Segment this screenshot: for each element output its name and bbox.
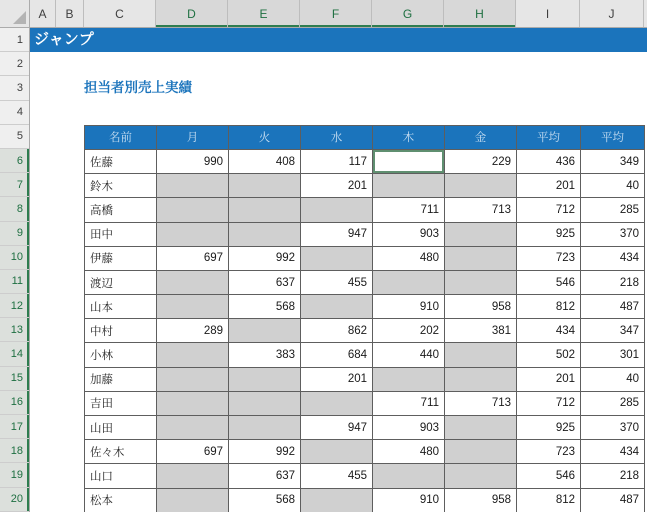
cell-D11[interactable] <box>157 270 229 294</box>
cell-J17[interactable]: 370 <box>581 416 645 440</box>
row-header-1[interactable]: 1 <box>0 28 29 52</box>
cell-G15[interactable] <box>373 367 445 391</box>
row-header-20[interactable]: 20 <box>0 488 29 512</box>
cell-C16[interactable]: 吉田 <box>85 391 157 415</box>
cell-J11[interactable]: 218 <box>581 270 645 294</box>
cell-I12[interactable]: 812 <box>517 295 581 319</box>
cell-C11[interactable]: 渡辺 <box>85 270 157 294</box>
cell-F13[interactable]: 862 <box>301 319 373 343</box>
cell-H7[interactable] <box>445 174 517 198</box>
cell-E20[interactable]: 568 <box>229 488 301 512</box>
row-header-19[interactable]: 19 <box>0 463 29 487</box>
cell-C13[interactable]: 中村 <box>85 319 157 343</box>
row-header-14[interactable]: 14 <box>0 342 29 366</box>
cell-C20[interactable]: 松本 <box>85 488 157 512</box>
cell-J10[interactable]: 434 <box>581 246 645 270</box>
cell-J8[interactable]: 285 <box>581 198 645 222</box>
table-header-fri[interactable]: 金 <box>445 125 517 149</box>
cell-H8[interactable]: 713 <box>445 198 517 222</box>
cell-G16[interactable]: 711 <box>373 391 445 415</box>
cell-E11[interactable]: 637 <box>229 270 301 294</box>
cell-J15[interactable]: 40 <box>581 367 645 391</box>
cell-J20[interactable]: 487 <box>581 488 645 512</box>
select-all-triangle-icon <box>13 11 26 24</box>
cell-a1-title[interactable]: ジャンプ <box>30 28 647 52</box>
cell-F18[interactable] <box>301 440 373 464</box>
row-header-17[interactable]: 17 <box>0 415 29 439</box>
cell-G20[interactable]: 910 <box>373 488 445 512</box>
cell-E7[interactable] <box>229 174 301 198</box>
table-header-name[interactable]: 名前 <box>85 125 157 149</box>
cell-J7[interactable]: 40 <box>581 174 645 198</box>
cell-H17[interactable] <box>445 416 517 440</box>
cell-D9[interactable] <box>157 222 229 246</box>
cell-G6-active[interactable] <box>373 149 445 173</box>
row-header-18[interactable]: 18 <box>0 439 29 463</box>
cell-I16[interactable]: 712 <box>517 391 581 415</box>
cell-J19[interactable]: 218 <box>581 464 645 488</box>
row-header-9[interactable]: 9 <box>0 222 29 246</box>
cell-I17[interactable]: 925 <box>517 416 581 440</box>
cell-G9[interactable]: 903 <box>373 222 445 246</box>
row-header-12[interactable]: 12 <box>0 294 29 318</box>
table-header-avg-2[interactable]: 平均 <box>581 125 645 149</box>
cell-F17[interactable]: 947 <box>301 416 373 440</box>
cell-H18[interactable] <box>445 440 517 464</box>
cell-J16[interactable]: 285 <box>581 391 645 415</box>
cell-D12[interactable] <box>157 295 229 319</box>
cell-F11[interactable]: 455 <box>301 270 373 294</box>
cell-C8[interactable]: 高橋 <box>85 198 157 222</box>
table-row <box>85 416 645 440</box>
cell-E19[interactable]: 637 <box>229 464 301 488</box>
table-row <box>85 149 645 173</box>
cell-I6[interactable]: 436 <box>517 149 581 173</box>
cell-E10[interactable]: 992 <box>229 246 301 270</box>
row-header-7[interactable]: 7 <box>0 173 29 197</box>
column-header-G[interactable]: G <box>372 0 444 27</box>
table-header-tue[interactable]: 火 <box>229 125 301 149</box>
cell-D15[interactable] <box>157 367 229 391</box>
cell-c3-section-title[interactable]: 担当者別売上実績 <box>84 80 192 96</box>
cell-G8[interactable]: 711 <box>373 198 445 222</box>
cell-G7[interactable] <box>373 174 445 198</box>
cell-H19[interactable] <box>445 464 517 488</box>
cell-E17[interactable] <box>229 416 301 440</box>
table-header-thu[interactable]: 木 <box>373 125 445 149</box>
cell-G14[interactable]: 440 <box>373 343 445 367</box>
cell-I20[interactable]: 812 <box>517 488 581 512</box>
row-header-4[interactable]: 4 <box>0 101 29 125</box>
column-header-H[interactable]: H <box>444 0 516 27</box>
table-row <box>85 270 645 294</box>
row-header-5[interactable]: 5 <box>0 125 29 149</box>
table-header-mon[interactable]: 月 <box>157 125 229 149</box>
cell-J14[interactable]: 301 <box>581 343 645 367</box>
cell-D7[interactable] <box>157 174 229 198</box>
table-header-wed[interactable]: 水 <box>301 125 373 149</box>
cell-H12[interactable]: 958 <box>445 295 517 319</box>
cell-D18[interactable]: 697 <box>157 440 229 464</box>
cell-H20[interactable]: 958 <box>445 488 517 512</box>
cell-G13[interactable]: 202 <box>373 319 445 343</box>
cell-D19[interactable] <box>157 464 229 488</box>
cell-C9[interactable]: 田中 <box>85 222 157 246</box>
cell-F20[interactable] <box>301 488 373 512</box>
table-row <box>85 440 645 464</box>
cell-D8[interactable] <box>157 198 229 222</box>
cell-H14[interactable] <box>445 343 517 367</box>
cell-C19[interactable]: 山口 <box>85 464 157 488</box>
cell-G18[interactable]: 480 <box>373 440 445 464</box>
select-all-button[interactable] <box>0 0 30 28</box>
row-header-6[interactable]: 6 <box>0 149 29 173</box>
cell-H10[interactable] <box>445 246 517 270</box>
cell-I10[interactable]: 723 <box>517 246 581 270</box>
cell-I15[interactable]: 201 <box>517 367 581 391</box>
table-row <box>85 319 645 343</box>
cell-E8[interactable] <box>229 198 301 222</box>
cell-F8[interactable] <box>301 198 373 222</box>
cell-E13[interactable] <box>229 319 301 343</box>
cell-D10[interactable]: 697 <box>157 246 229 270</box>
cell-J6[interactable]: 349 <box>581 149 645 173</box>
row-header-2[interactable]: 2 <box>0 52 29 76</box>
cell-C7[interactable]: 鈴木 <box>85 174 157 198</box>
cell-G17[interactable]: 903 <box>373 416 445 440</box>
cell-D17[interactable] <box>157 416 229 440</box>
cell-C12[interactable]: 山本 <box>85 295 157 319</box>
cell-D16[interactable] <box>157 391 229 415</box>
cell-C6[interactable]: 佐藤 <box>85 149 157 173</box>
cell-H6[interactable]: 229 <box>445 149 517 173</box>
column-header-E[interactable]: E <box>228 0 300 27</box>
table-row <box>85 295 645 319</box>
column-header-I[interactable]: I <box>516 0 580 27</box>
cell-I18[interactable]: 723 <box>517 440 581 464</box>
cell-C14[interactable]: 小林 <box>85 343 157 367</box>
table-row <box>85 246 645 270</box>
column-header-B[interactable]: B <box>56 0 84 27</box>
cell-C10[interactable]: 伊藤 <box>85 246 157 270</box>
table-header-avg-1[interactable]: 平均 <box>517 125 581 149</box>
cell-I9[interactable]: 925 <box>517 222 581 246</box>
cell-J18[interactable]: 434 <box>581 440 645 464</box>
row-header-3[interactable]: 3 <box>0 76 29 100</box>
row-header-15[interactable]: 15 <box>0 367 29 391</box>
column-header-C[interactable]: C <box>84 0 156 27</box>
cell-J13[interactable]: 347 <box>581 319 645 343</box>
cell-G12[interactable]: 910 <box>373 295 445 319</box>
cell-I8[interactable]: 712 <box>517 198 581 222</box>
cell-D20[interactable] <box>157 488 229 512</box>
cell-E15[interactable] <box>229 367 301 391</box>
cell-F6[interactable]: 117 <box>301 149 373 173</box>
table-row <box>85 464 645 488</box>
row-header-11[interactable]: 11 <box>0 270 29 294</box>
table-header-row <box>85 125 645 149</box>
cell-E18[interactable]: 992 <box>229 440 301 464</box>
cell-H13[interactable]: 381 <box>445 319 517 343</box>
cell-E16[interactable] <box>229 391 301 415</box>
cell-D13[interactable]: 289 <box>157 319 229 343</box>
cell-H16[interactable]: 713 <box>445 391 517 415</box>
cell-F14[interactable]: 684 <box>301 343 373 367</box>
cell-D6[interactable]: 990 <box>157 149 229 173</box>
cell-H11[interactable] <box>445 270 517 294</box>
column-header-strip <box>30 0 647 28</box>
cell-I19[interactable]: 546 <box>517 464 581 488</box>
cell-I7[interactable]: 201 <box>517 174 581 198</box>
cell-F7[interactable]: 201 <box>301 174 373 198</box>
column-header-F[interactable]: F <box>300 0 372 27</box>
cell-F19[interactable]: 455 <box>301 464 373 488</box>
row-header-13[interactable]: 13 <box>0 318 29 342</box>
table-row <box>85 198 645 222</box>
cell-I13[interactable]: 434 <box>517 319 581 343</box>
cell-F16[interactable] <box>301 391 373 415</box>
column-header-A[interactable]: A <box>30 0 56 27</box>
cell-C15[interactable]: 加藤 <box>85 367 157 391</box>
table-row <box>85 391 645 415</box>
cell-G11[interactable] <box>373 270 445 294</box>
cell-E14[interactable]: 383 <box>229 343 301 367</box>
table-row <box>85 367 645 391</box>
cell-E9[interactable] <box>229 222 301 246</box>
sales-table <box>84 125 645 512</box>
cell-I11[interactable]: 546 <box>517 270 581 294</box>
table-row <box>85 174 645 198</box>
row-header-16[interactable]: 16 <box>0 391 29 415</box>
cell-J12[interactable]: 487 <box>581 295 645 319</box>
cell-G10[interactable]: 480 <box>373 246 445 270</box>
column-header-J[interactable]: J <box>580 0 644 27</box>
table-row <box>85 488 645 512</box>
table-row <box>85 343 645 367</box>
cell-D14[interactable] <box>157 343 229 367</box>
column-header-D[interactable]: D <box>156 0 228 27</box>
cell-E6[interactable]: 408 <box>229 149 301 173</box>
cell-E12[interactable]: 568 <box>229 295 301 319</box>
cell-F12[interactable] <box>301 295 373 319</box>
row-header-strip <box>0 28 30 512</box>
table-body <box>85 149 645 512</box>
cell-C18[interactable]: 佐々木 <box>85 440 157 464</box>
cell-J9[interactable]: 370 <box>581 222 645 246</box>
cell-H9[interactable] <box>445 222 517 246</box>
cell-F9[interactable]: 947 <box>301 222 373 246</box>
cell-H15[interactable] <box>445 367 517 391</box>
cell-C17[interactable]: 山田 <box>85 416 157 440</box>
row-header-8[interactable]: 8 <box>0 197 29 221</box>
cell-F15[interactable]: 201 <box>301 367 373 391</box>
cell-F10[interactable] <box>301 246 373 270</box>
table-row <box>85 222 645 246</box>
row-header-10[interactable]: 10 <box>0 246 29 270</box>
cell-G19[interactable] <box>373 464 445 488</box>
cell-I14[interactable]: 502 <box>517 343 581 367</box>
sheet-grid <box>30 28 647 512</box>
